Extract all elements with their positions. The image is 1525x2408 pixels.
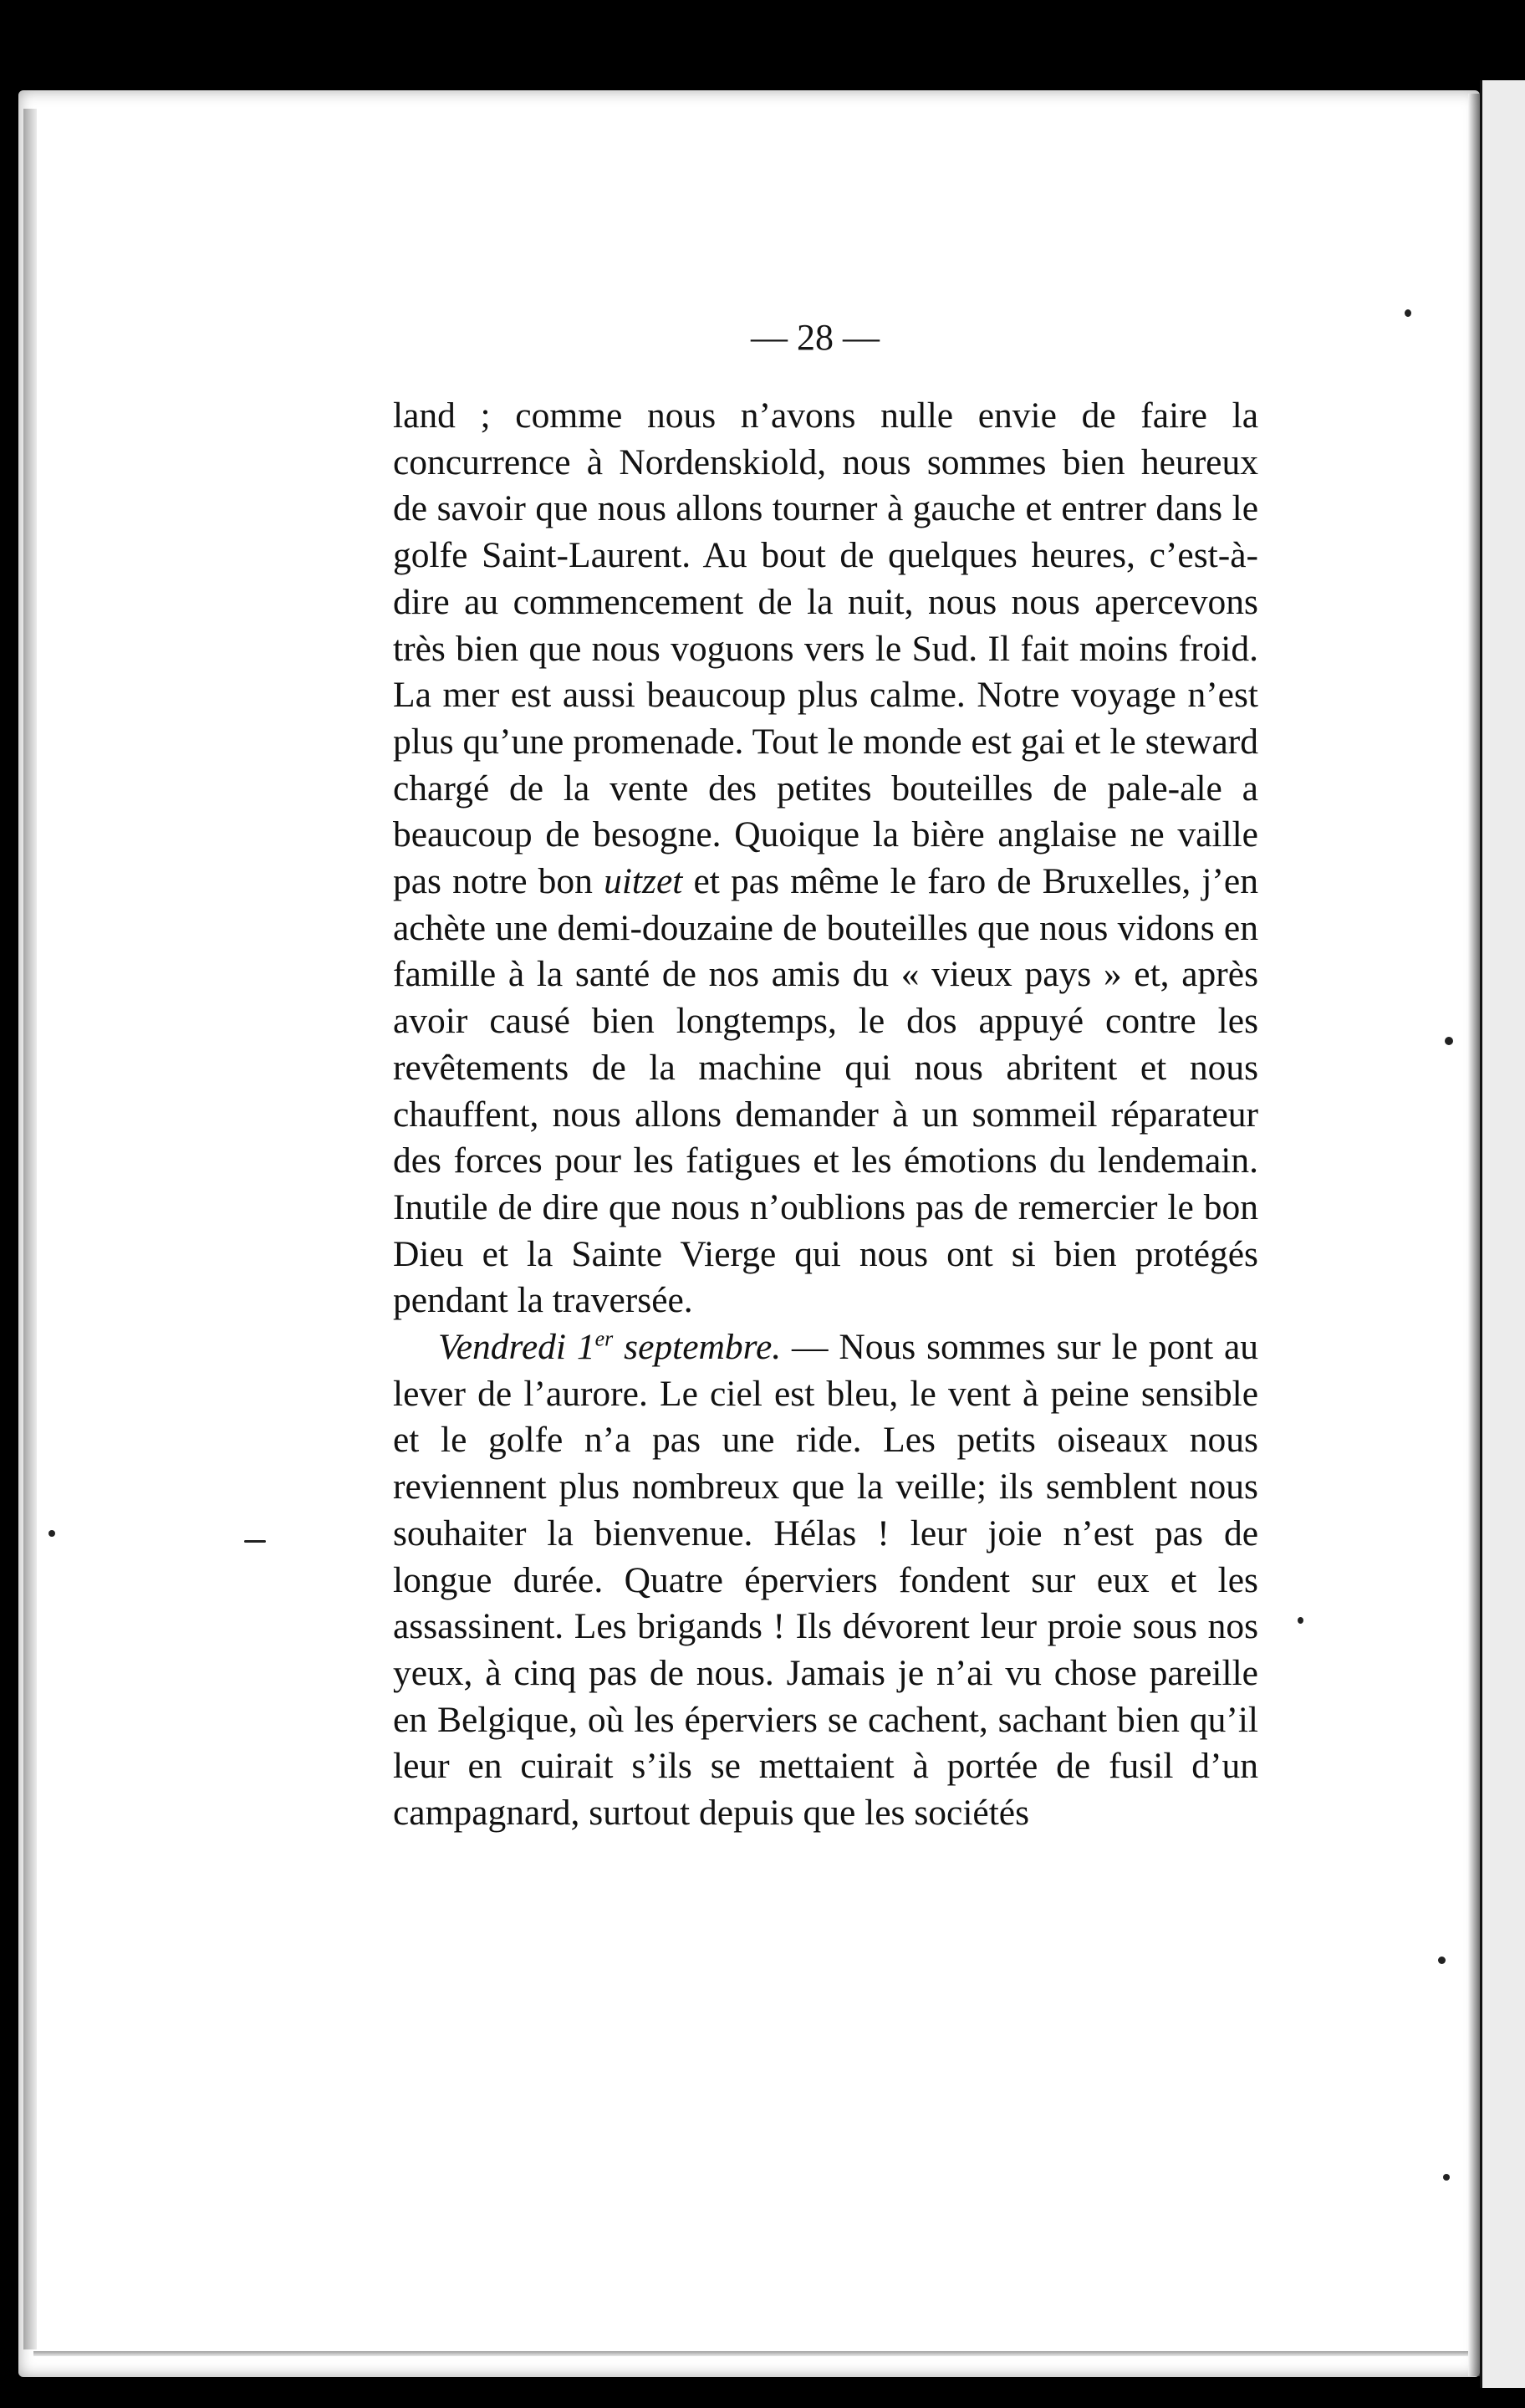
paragraph-2 bbox=[393, 1324, 1258, 1837]
date-heading bbox=[438, 1327, 781, 1367]
body-text bbox=[393, 393, 1258, 1837]
page-bottom-edge bbox=[33, 2351, 1468, 2356]
paragraph-2-text: — Nous sommes sur le pont au lever de l’aurore. Le ciel est bleu, le vent à peine sensible et le golfe n’a pas une ride. Les petits oiseaux nous reviennent plus nombreux que la veille; ils semblent nous souhaiter la bienvenue. Hélas ! leur joie n’est pas de longue durée. Quatre éperviers fondent sur eux et les assassinent. Les brigands ! Ils dévorent leur proie sous nos yeux, à cinq pas de nous. Jamais je n’ai vu chose pareille en Belgique, où les éperviers se cachent, sachant bien qu’il leur en cuirait s’ils se mettaient à portée de fusil d’un campagnard, surtout depuis que les sociétés bbox=[393, 1327, 1258, 1834]
adjacent-page-strip bbox=[1480, 80, 1525, 2388]
scan-speck bbox=[1445, 1037, 1453, 1045]
scan-speck bbox=[48, 1530, 55, 1537]
paragraph-1-text: land ; comme nous n’avons nulle envie de faire la concurrence à Nordenskiold, nous sommes bien heureux de savoir que nous allons tourner à gauche et entrer dans le golfe Saint-Laurent. Au bout de quelques heures, c’est-à-dire au commencement de la nuit, nous nous apercevons très bien que nous voguons vers le Sud. Il fait moins froid. La mer est aussi beaucoup plus calme. Notre voyage n’est plus qu’une promenade. Tout le monde est gai et le steward chargé de la vente des petites bouteilles de pale-ale a beaucoup de besogne. Quoique la bière anglaise ne vaille pas notre bon bbox=[393, 395, 1258, 902]
date-heading-month: septembre. bbox=[613, 1327, 782, 1368]
italic-word: uitzet bbox=[604, 861, 683, 902]
page-gutter-shadow bbox=[23, 109, 37, 2349]
date-heading-day: Vendredi 1 bbox=[438, 1327, 595, 1368]
paragraph-1 bbox=[393, 393, 1258, 1324]
scan-speck bbox=[244, 1540, 266, 1543]
scan-speck bbox=[1405, 309, 1411, 317]
page-edge-shadow bbox=[1468, 94, 1480, 2376]
scan-speck bbox=[1298, 1617, 1303, 1624]
page-number: — 28 — bbox=[751, 317, 880, 358]
scan-speck bbox=[1438, 1956, 1446, 1964]
date-heading-ordinal: er bbox=[594, 1326, 614, 1351]
paragraph-1-text-after: et pas même le faro de Bruxelles, j’en achète une demi-douzaine de bouteilles que nous vidons en famille à la santé de nos amis du « vieux pays » et, après avoir causé bien longtemps, le dos appuyé contre les revêtements de la machine qui nous abritent et nous chauffent, nous allons demander à un sommeil réparateur des forces pour les fatigues et les émotions du lendemain. Inutile de dire que nous n’oublions pas de remercier le bon Dieu et la Sainte Vierge qui nous ont si bien protégés pendant la traversée. bbox=[393, 861, 1258, 1321]
scan-speck bbox=[1443, 2174, 1450, 2181]
